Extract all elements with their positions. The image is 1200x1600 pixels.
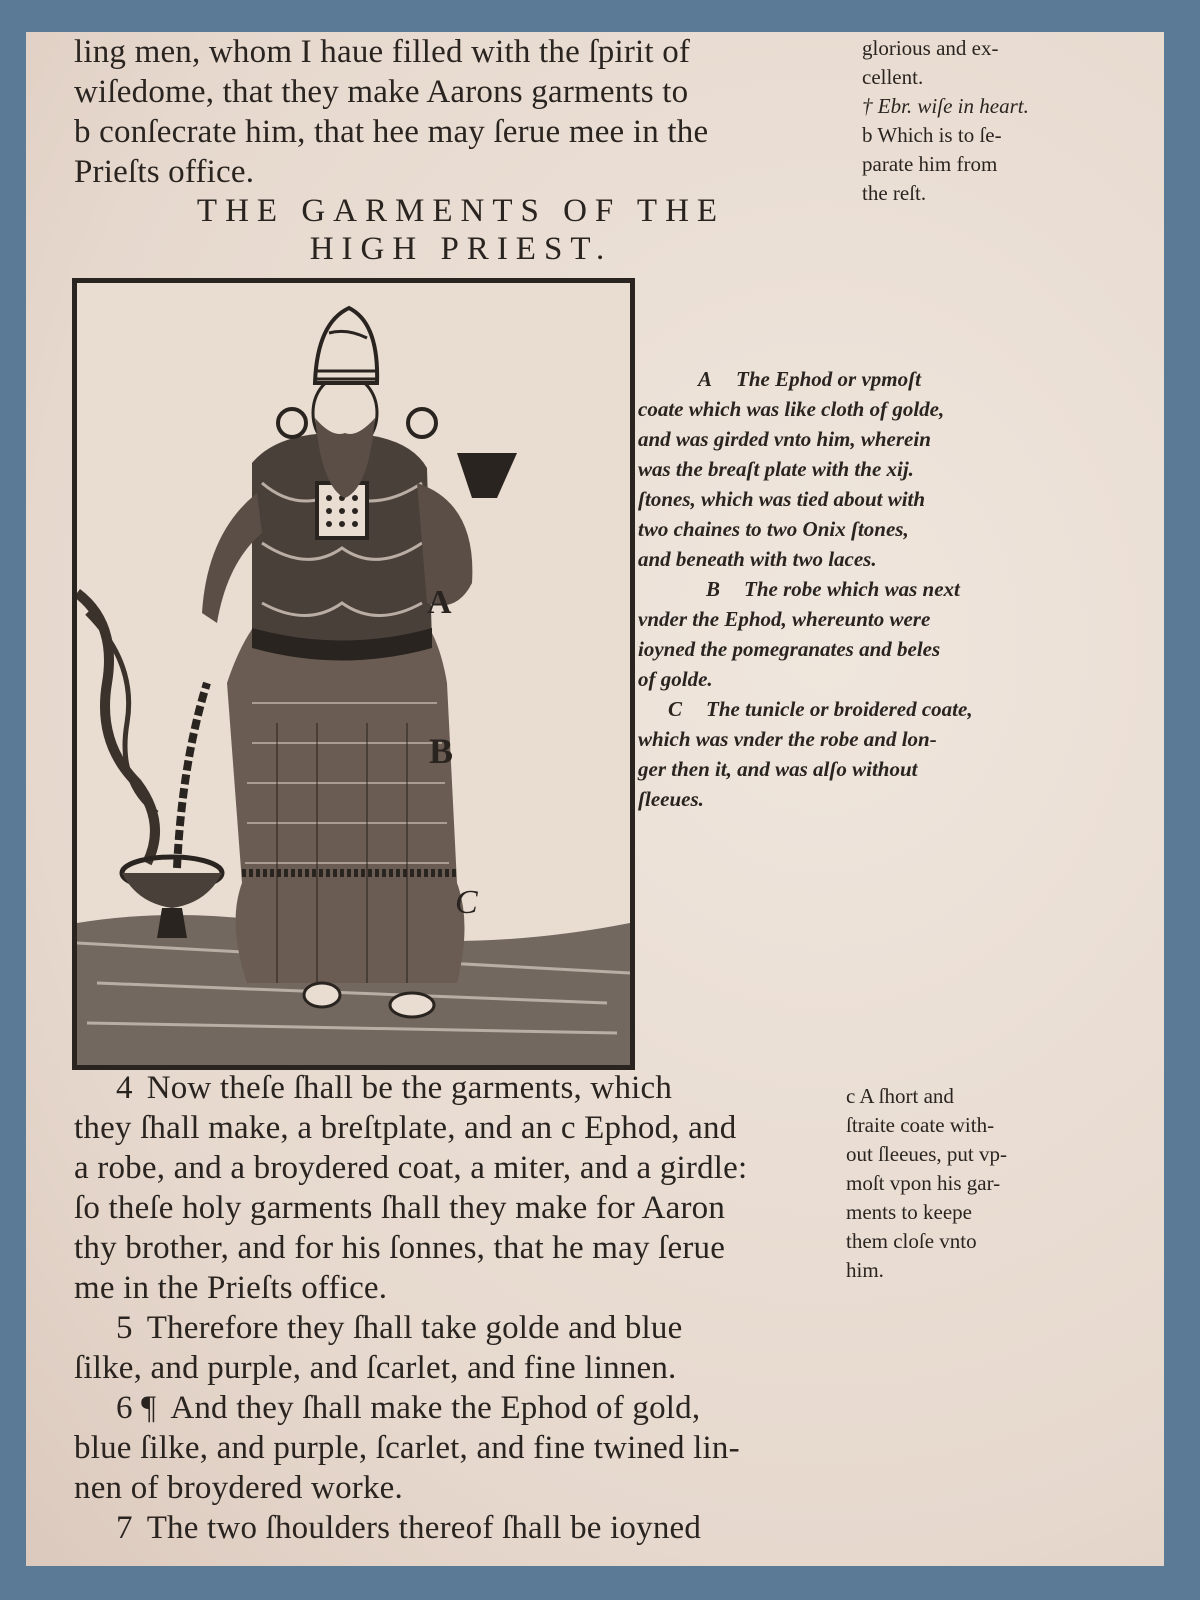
verse-number: 5 bbox=[116, 1310, 133, 1346]
legend-b-line: B The robe which was next bbox=[638, 574, 1108, 604]
text-line: 6 ¶ And they ſhall make the Ephod of gold, bbox=[116, 1390, 701, 1426]
legend-a-line: A The Ephod or vpmoſt bbox=[638, 364, 1108, 394]
verse-number: 4 bbox=[116, 1070, 133, 1106]
text-line: 5 Therefore they ſhall take golde and blue bbox=[116, 1310, 683, 1346]
figure-label-c: C bbox=[455, 884, 478, 921]
text-line: ling men, whom I haue filled with the ſpirit of bbox=[74, 34, 691, 70]
text-line: b conſecrate him, that hee may ſerue mee in the bbox=[74, 114, 709, 150]
margin-note-top bbox=[862, 34, 1029, 208]
figure-label-b: B bbox=[429, 731, 454, 771]
text-line: nen of broydered worke. bbox=[74, 1470, 403, 1506]
figure-label-a: A bbox=[427, 584, 452, 621]
note-line: ments to keepe bbox=[846, 1200, 972, 1224]
legend-c-line: ger then it, and was alſo without bbox=[638, 757, 918, 781]
note-line: glorious and ex- bbox=[862, 36, 999, 60]
legend-a-line: ſtones, which was tied about with bbox=[638, 487, 926, 511]
note-line: moſt vpon his gar- bbox=[846, 1171, 1001, 1195]
legend-key-a: A bbox=[698, 367, 713, 391]
text-line: 7 The two ſhoulders thereof ſhall be ioyned bbox=[116, 1510, 702, 1546]
main-text-bottom bbox=[74, 1068, 864, 1548]
note-line: ſtraite coate with- bbox=[846, 1113, 995, 1137]
legend-b-line: vnder the Ephod, whereunto were bbox=[638, 607, 931, 631]
heading-line-1: THE GARMENTS OF THE bbox=[196, 193, 726, 229]
main-text-top bbox=[74, 32, 864, 192]
text-line: wiſedome, that they make Aarons garments to bbox=[74, 74, 689, 110]
legend-b-line: of golde. bbox=[638, 667, 713, 691]
note-line: them cloſe vnto bbox=[846, 1229, 977, 1253]
legend-b-line: ioyned the pomegranates and beles bbox=[638, 637, 941, 661]
note-line: b Which is to ſe- bbox=[862, 123, 1002, 147]
text-line: 4 Now theſe ſhall be the garments, which bbox=[116, 1070, 673, 1106]
heading-line-2: HIGH PRIEST. bbox=[309, 231, 613, 267]
legend-c-line: ſleeues. bbox=[638, 787, 704, 811]
margin-note-c bbox=[846, 1082, 1007, 1285]
legend-key-b: B bbox=[706, 577, 721, 601]
text-line: ſilke, and purple, and ſcarlet, and fine linnen. bbox=[74, 1350, 677, 1386]
figure-legend bbox=[638, 364, 1108, 814]
legend-a-line: and beneath with two laces. bbox=[638, 547, 877, 571]
text-line: a robe, and a broydered coat, a miter, and a girdle: bbox=[74, 1150, 748, 1186]
text-line: me in the Prieſts office. bbox=[74, 1270, 388, 1306]
high-priest-illustration bbox=[77, 283, 630, 1065]
legend-a-line: was the breaſt plate with the xij. bbox=[638, 457, 914, 481]
note-line: c A ſhort and bbox=[846, 1084, 954, 1108]
legend-key-c: C bbox=[668, 697, 683, 721]
legend-a-line: and was girded vnto him, wherein bbox=[638, 427, 931, 451]
text-line: blue ſilke, and purple, ſcarlet, and fine twined lin- bbox=[74, 1430, 740, 1466]
legend-c-line: which was vnder the robe and lon- bbox=[638, 727, 937, 751]
text-line: Prieſts office. bbox=[74, 154, 255, 190]
verse-number: 6 ¶ bbox=[116, 1390, 157, 1426]
note-line: him. bbox=[846, 1258, 884, 1282]
note-line: cellent. bbox=[862, 65, 924, 89]
note-line: out ſleeues, put vp- bbox=[846, 1142, 1007, 1166]
text-line: they ſhall make, a breſtplate, and an c Ephod, and bbox=[74, 1110, 737, 1146]
book-page bbox=[26, 32, 1164, 1566]
section-heading bbox=[96, 192, 826, 268]
high-priest-woodcut bbox=[72, 278, 635, 1070]
note-line: † Ebr. wiſe in heart. bbox=[862, 94, 1029, 118]
note-line: parate him from bbox=[862, 152, 998, 176]
legend-c-line: C The tunicle or broidered coate, bbox=[638, 694, 1108, 724]
note-line: the reſt. bbox=[862, 181, 927, 205]
verse-number: 7 bbox=[116, 1510, 133, 1546]
text-line: thy brother, and for his ſonnes, that he may ſerue bbox=[74, 1230, 726, 1266]
text-line: ſo theſe holy garments ſhall they make for Aaron bbox=[74, 1190, 726, 1226]
legend-a-line: two chaines to two Onix ſtones, bbox=[638, 517, 909, 541]
legend-a-line: coate which was like cloth of golde, bbox=[638, 397, 945, 421]
